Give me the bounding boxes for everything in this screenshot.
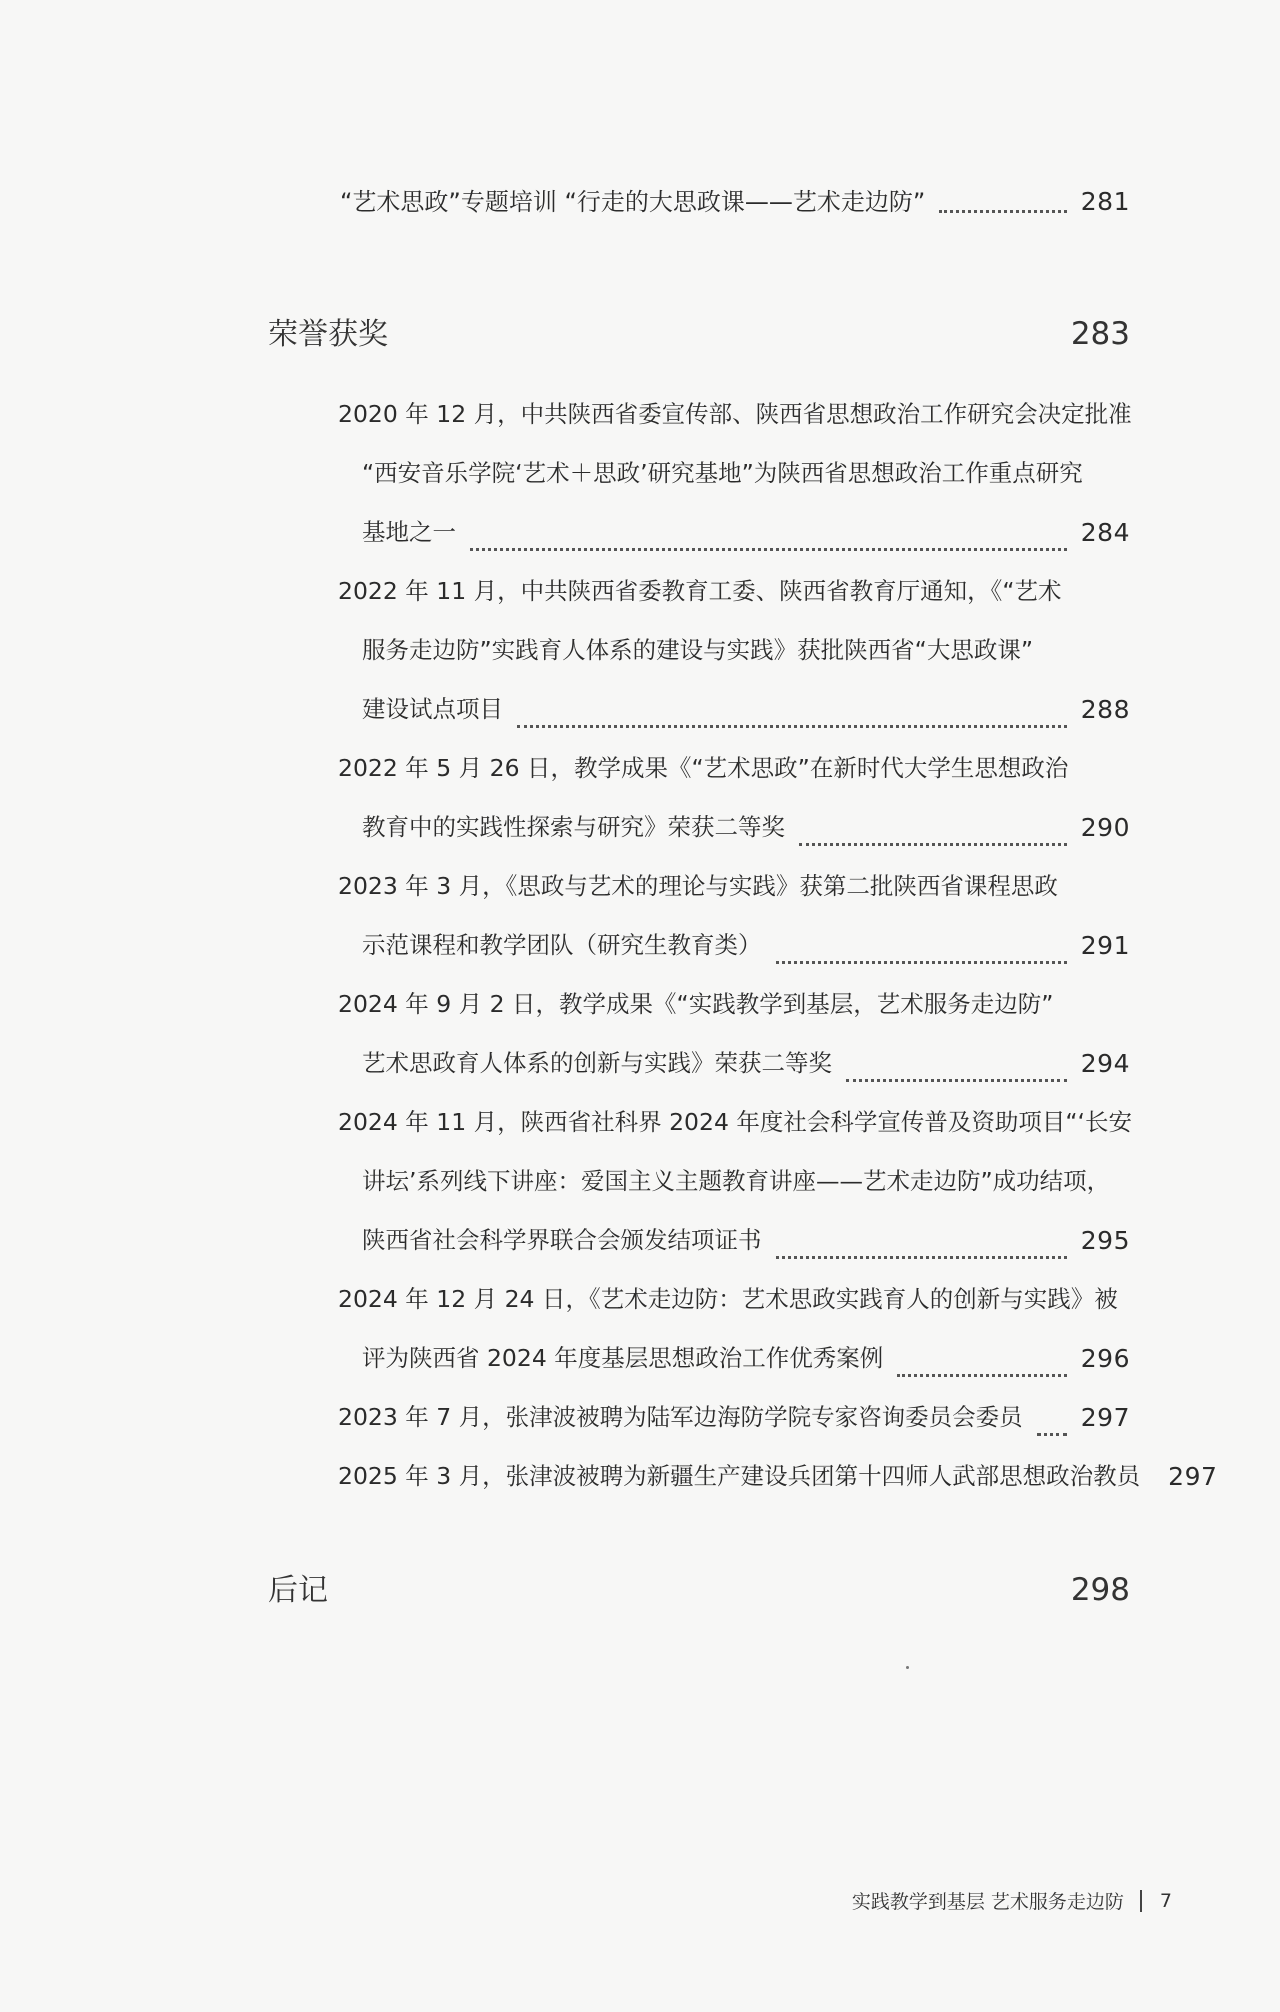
award-entry[interactable] [338, 562, 1130, 739]
award-last-line [338, 680, 1130, 739]
dot-leader [799, 843, 1067, 846]
award-text-line: 2022 年 11 月，中共陕西省委教育工委、陕西省教育厅通知，《“艺术 [338, 577, 1062, 605]
section-title: 后记 [268, 1573, 328, 1608]
toc-entry-art-ideology-training[interactable] [340, 180, 1130, 224]
page-footer [852, 1887, 1172, 1914]
award-page: 297 [1168, 1462, 1218, 1491]
section-title: 荣誉获奖 [268, 317, 388, 352]
award-text-line: 评为陕西省 2024 年度基层思想政治工作优秀案例 [362, 1344, 884, 1372]
award-text-line: 教育中的实践性探索与研究》荣获二等奖 [362, 813, 785, 841]
award-page: 297 [1080, 1403, 1130, 1432]
dot-leader [517, 725, 1067, 728]
award-last-line [338, 1211, 1130, 1270]
award-text-line: 2024 年 12 月 24 日，《艺术走边防：艺术思政实践育人的创新与实践》被 [338, 1285, 1118, 1313]
award-text-line: 2022 年 5 月 26 日，教学成果《“艺术思政”在新时代大学生思想政治 [338, 754, 1069, 782]
footer-page-number: 7 [1159, 1889, 1172, 1912]
award-page: 288 [1080, 695, 1130, 724]
dot-leader [1037, 1433, 1067, 1436]
award-page: 284 [1080, 518, 1130, 547]
toc-entry-page: 281 [1080, 187, 1130, 216]
award-text-line: 讲坛’系列线下讲座：爱国主义主题教育讲座——艺术走边防”成功结项， [362, 1167, 1111, 1195]
award-entry[interactable] [338, 1270, 1130, 1388]
section-page: 283 [1070, 316, 1130, 352]
award-text-line: 2024 年 11 月，陕西省社科界 2024 年度社会科学宣传普及资助项目“‘长安 [338, 1108, 1133, 1136]
award-text-line: “西安音乐学院‘艺术＋思政’研究基地”为陕西省思想政治工作重点研究 [362, 459, 1083, 487]
award-entry[interactable] [338, 975, 1130, 1093]
award-text-line: 陕西省社会科学界联合会颁发结项证书 [362, 1226, 762, 1254]
dot-leader [470, 548, 1067, 551]
award-text-line: 服务走边防”实践育人体系的建设与实践》获批陕西省“大思政课” [362, 636, 1034, 664]
award-entry[interactable] [338, 739, 1130, 857]
dot-leader [897, 1374, 1067, 1377]
award-text-line: 2020 年 12 月，中共陕西省委宣传部、陕西省思想政治工作研究会决定批准 [338, 400, 1132, 428]
award-text-line: 2024 年 9 月 2 日，教学成果《“实践教学到基层，艺术服务走边防” [338, 990, 1054, 1018]
award-text-line: 艺术思政育人体系的创新与实践》荣获二等奖 [362, 1049, 832, 1077]
award-last-line [338, 1329, 1130, 1388]
dot-leader [776, 961, 1067, 964]
award-entry[interactable] [338, 1388, 1130, 1447]
footer-book-title: 实践教学到基层 艺术服务走边防 [851, 1891, 1124, 1913]
award-page: 296 [1080, 1344, 1130, 1373]
section-afterword[interactable] [268, 1568, 1130, 1613]
award-text-line: 2025 年 3 月，张津波被聘为新疆生产建设兵团第十四师人武部思想政治教员 [338, 1462, 1141, 1490]
award-text-line: 建设试点项目 [362, 695, 503, 723]
award-last-line [338, 916, 1130, 975]
toc-entry-title: “艺术思政”专题培训 “行走的大思政课——艺术走边防” [340, 188, 926, 216]
award-last-line [338, 798, 1130, 857]
awards-list [338, 385, 1218, 1506]
award-last-line [338, 1447, 1218, 1506]
award-text-line: 基地之一 [362, 518, 456, 546]
award-page: 295 [1080, 1226, 1130, 1255]
section-honors[interactable] [268, 312, 1130, 357]
stray-dot [906, 1666, 909, 1669]
award-last-line [338, 1034, 1130, 1093]
award-text-line: 2023 年 3 月，《思政与艺术的理论与实践》获第二批陕西省课程思政 [338, 872, 1058, 900]
award-entry[interactable] [338, 1093, 1133, 1270]
footer-separator [1140, 1890, 1142, 1912]
award-last-line [338, 1388, 1130, 1447]
dot-leader [776, 1256, 1067, 1259]
award-text-line: 示范课程和教学团队（研究生教育类） [362, 931, 762, 959]
dot-leader [846, 1079, 1067, 1082]
award-entry[interactable] [338, 857, 1130, 975]
award-page: 294 [1080, 1049, 1130, 1078]
section-page: 298 [1070, 1572, 1130, 1608]
award-last-line [338, 503, 1130, 562]
award-entry[interactable] [338, 385, 1130, 562]
award-entry[interactable] [338, 1447, 1218, 1506]
dot-leader [939, 210, 1066, 213]
award-text-line: 2023 年 7 月，张津波被聘为陆军边海防学院专家咨询委员会委员 [338, 1403, 1023, 1431]
award-page: 291 [1080, 931, 1130, 960]
award-page: 290 [1080, 813, 1130, 842]
